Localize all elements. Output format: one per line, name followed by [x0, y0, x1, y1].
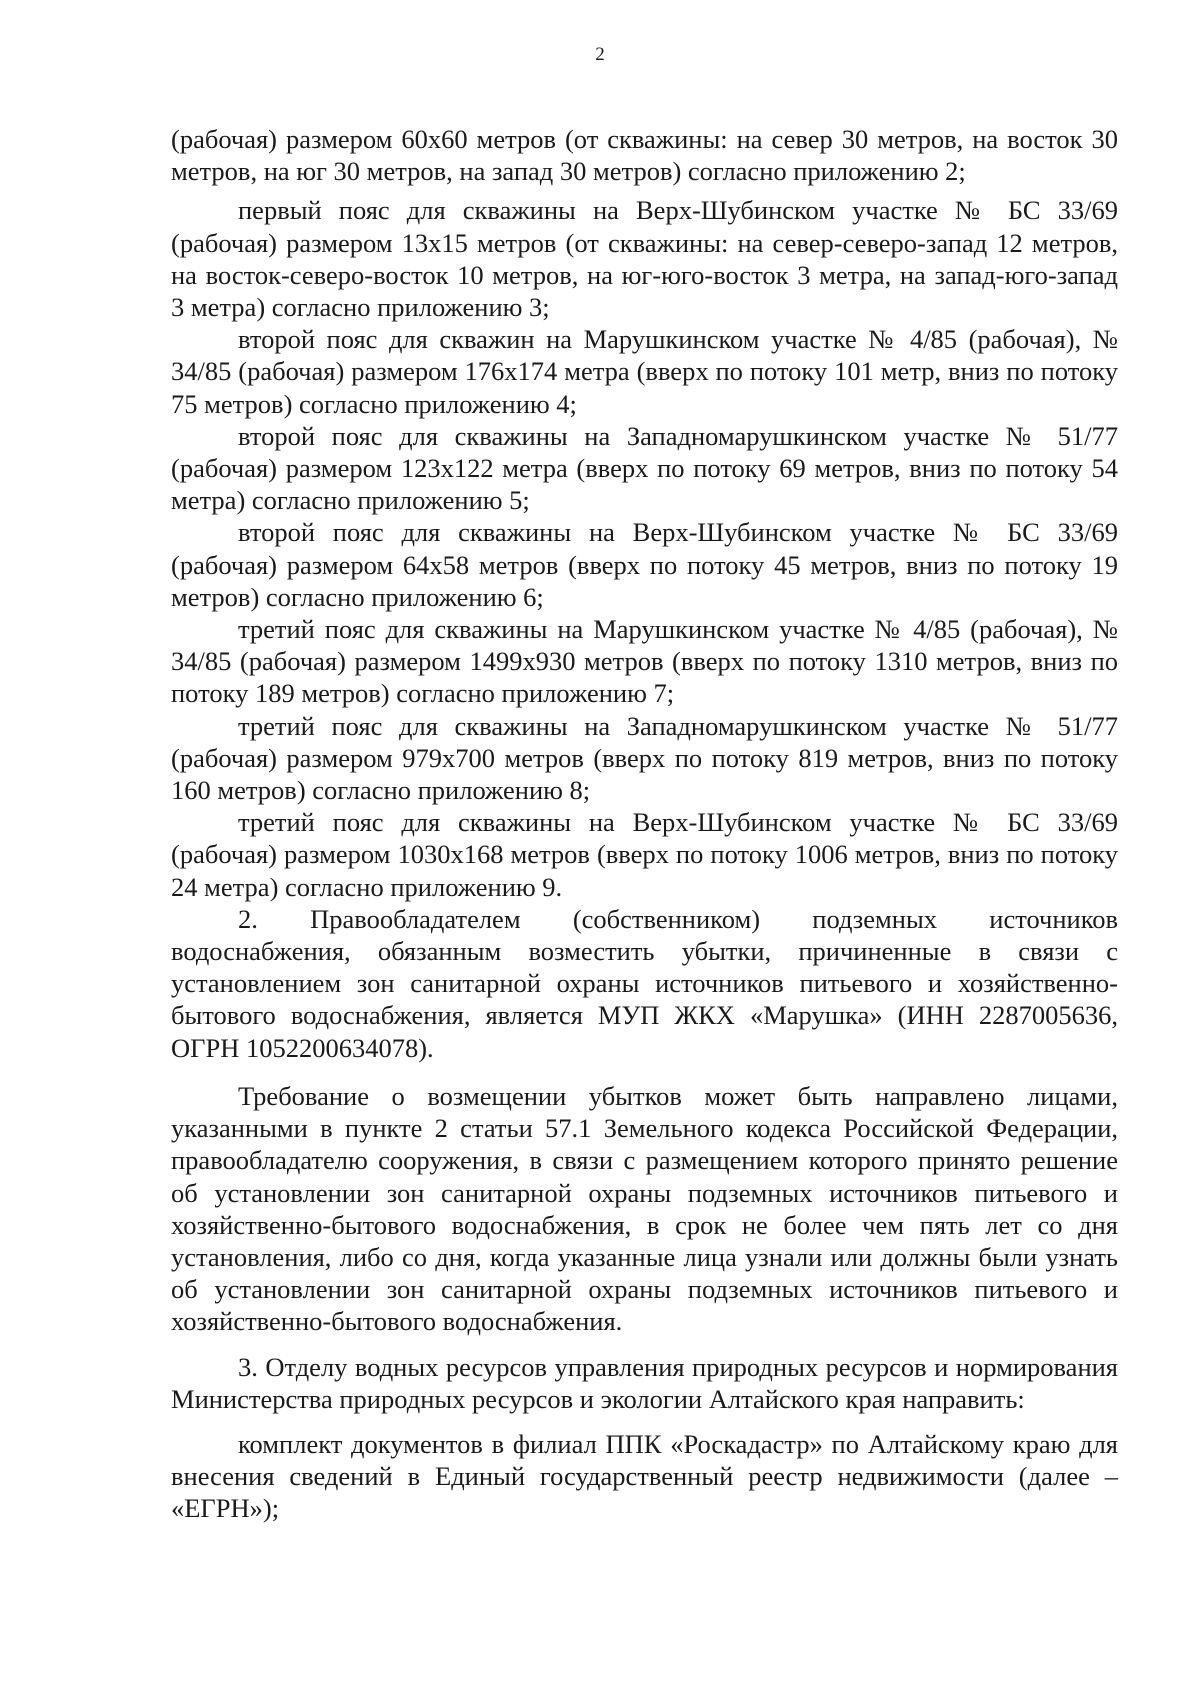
paragraph-clause-3-directive: 3. Отделу водных ресурсов управления природных ресурсов и нормирования Министерства природных ресурсов и экологии Алтайского края направить: [171, 1351, 1118, 1414]
paragraph-clause-2-owner: 2. Правообладателем (собственником) подземных источников водоснабжения, обязанным возместить убытки, причиненные в связи с установлением зон санитарной охраны источников питьевого и хозяйственно-бытового водоснабжения, является МУП ЖКХ «Марушка» (ИНН 2287005636, ОГРН 1052200634078). [171, 903, 1118, 1063]
paragraph-zone1-vsh: первый пояс для скважины на Верх-Шубинском участке № БС 33/69 (рабочая) размером 13х15 метров (от скважины: на север-северо-запад 12 метров, на восток-северо-восток 10 метров, на юг-юго-восток 3 метра, на запад-юго-запад 3 метра) согласно приложению 3; [171, 195, 1118, 323]
paragraph-zone2-marushka: второй пояс для скважин на Марушкинском участке № 4/85 (рабочая), № 34/85 (рабочая) размером 176х174 метра (вверх по потоку 101 метр, вниз по потоку 75 метров) согласно приложению 4; [171, 324, 1118, 419]
paragraph-compensation-claim: Требование о возмещении убытков может быть направлено лицами, указанными в пункте 2 статьи 57.1 Земельного кодекса Российской Федерации, правообладателю сооружения, в связи с размещением которого принято решение об установлении зон санитарной охраны подземных источников питьевого и хозяйственно-бытового водоснабжения, в срок не более чем пять лет со дня установления, либо со дня, когда указанные лица узнали или должны были узнать об установлении зон санитарной охраны подземных источников питьевого и хозяйственно-бытового водоснабжения. [171, 1080, 1118, 1337]
paragraph-zone1-continuation: (рабочая) размером 60х60 метров (от скважины: на север 30 метров, на восток 30 метров, на юг 30 метров, на запад 30 метров) согласно приложению 2; [171, 124, 1118, 187]
page-number: 2 [595, 44, 605, 65]
document-body [171, 123, 1118, 1525]
paragraph-zone2-vsh: второй пояс для скважины на Верх-Шубинском участке № БС 33/69 (рабочая) размером 64х58 метров (вверх по потоку 45 метров, вниз по потоку 19 метров) согласно приложению 6; [171, 517, 1118, 612]
paragraph-zone3-vsh: третий пояс для скважины на Верх-Шубинском участке № БС 33/69 (рабочая) размером 1030х168 метров (вверх по потоку 1006 метров, вниз по потоку 24 метра) согласно приложению 9. [171, 807, 1118, 902]
paragraph-zone3-marushka: третий пояс для скважины на Марушкинском участке № 4/85 (рабочая), № 34/85 (рабочая) размером 1499х930 метров (вверх по потоку 1310 метров, вниз по потоку 189 метров) согласно приложению 7; [171, 614, 1118, 709]
paragraph-zone2-zapadnomarushka: второй пояс для скважины на Западномарушкинском участке № 51/77 (рабочая) размером 123х122 метра (вверх по потоку 69 метров, вниз по потоку 54 метра) согласно приложению 5; [171, 420, 1118, 516]
paragraph-zone3-zapadnomarushka: третий пояс для скважины на Западномарушкинском участке № 51/77 (рабочая) размером 979х700 метров (вверх по потоку 819 метров, вниз по потоку 160 метров) согласно приложению 8; [171, 710, 1118, 806]
paragraph-documents-egrn: комплект документов в филиал ППК «Роскадастр» по Алтайскому краю для внесения сведений в Единый государственный реестр недвижимости (далее – «ЕГРН»); [171, 1428, 1118, 1524]
